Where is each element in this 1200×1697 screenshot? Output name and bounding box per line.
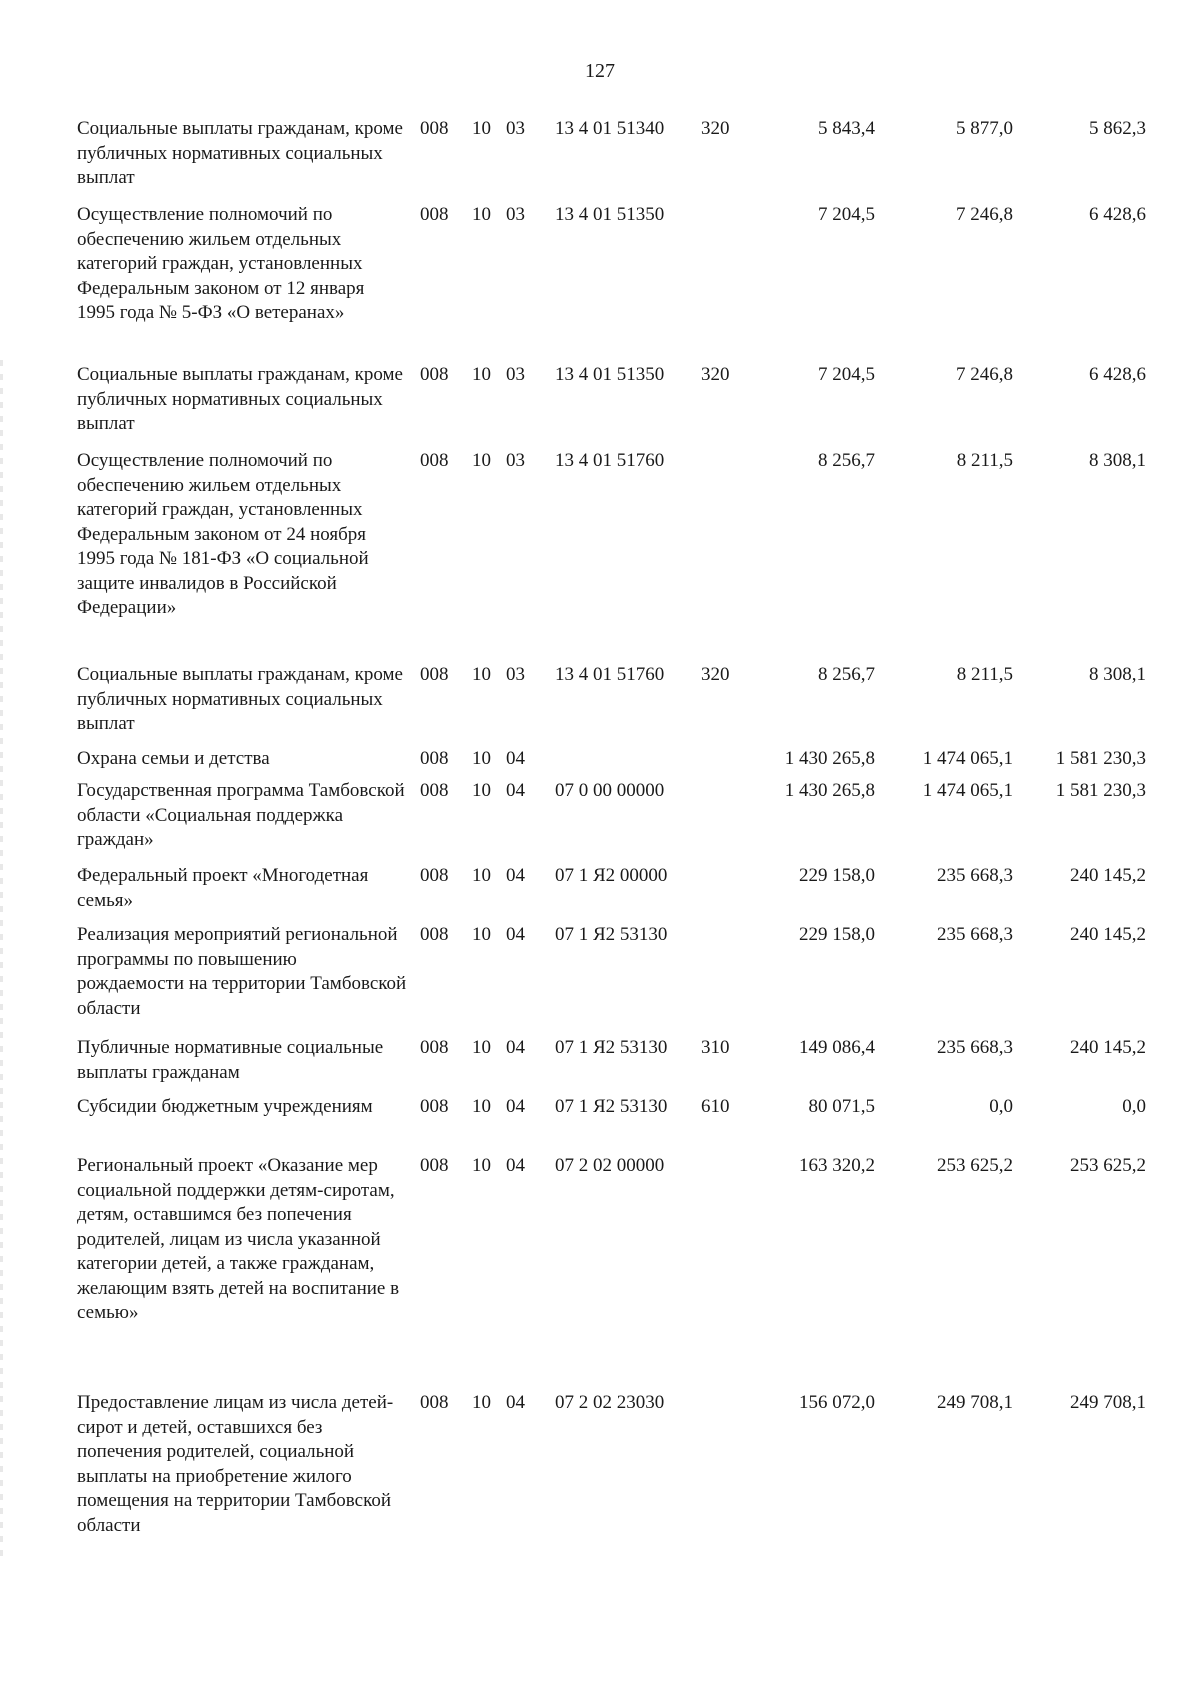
row-value-1: 7 204,5 xyxy=(818,204,875,225)
row-code-vr: 320 xyxy=(701,364,730,385)
row-name: Предоставление лицам из числа детей-сирот и детей, оставшихся без попечения родителей, социальной выплаты на приобретение жилого помещения на территории Тамбовской области xyxy=(77,1392,394,1536)
row-code-pr: 03 xyxy=(506,450,525,471)
row-value-1: 1 430 265,8 xyxy=(784,780,875,801)
row-code-cs: 07 1 Я2 53130 xyxy=(555,924,668,945)
row-code-rz: 10 xyxy=(472,118,491,139)
row-value-2: 235 668,3 xyxy=(937,924,1013,945)
row-code-cs: 07 2 02 00000 xyxy=(555,1155,665,1176)
row-name: Осуществление полномочий по обеспечению жильем отдельных категорий граждан, установленных Федеральным законом от 12 января 1995 года № 5-ФЗ «О ветеранах» xyxy=(77,204,365,323)
row-value-2: 0,0 xyxy=(989,1096,1013,1117)
row-value-2: 1 474 065,1 xyxy=(922,780,1013,801)
row-code-cs: 13 4 01 51760 xyxy=(555,664,665,685)
row-value-1: 163 320,2 xyxy=(799,1155,875,1176)
row-code-rz: 10 xyxy=(472,1155,491,1176)
row-code-gr: 008 xyxy=(420,118,449,139)
row-value-2: 8 211,5 xyxy=(956,664,1013,685)
row-code-rz: 10 xyxy=(472,364,491,385)
row-code-gr: 008 xyxy=(420,1155,449,1176)
row-value-3: 8 308,1 xyxy=(1089,450,1146,471)
row-name: Охрана семьи и детства xyxy=(77,748,270,769)
row-code-gr: 008 xyxy=(420,204,449,225)
row-code-gr: 008 xyxy=(420,924,449,945)
row-code-gr: 008 xyxy=(420,450,449,471)
row-code-rz: 10 xyxy=(472,1096,491,1117)
row-value-3: 1 581 230,3 xyxy=(1055,780,1146,801)
row-value-3: 1 581 230,3 xyxy=(1055,748,1146,769)
row-value-2: 7 246,8 xyxy=(956,204,1013,225)
row-code-rz: 10 xyxy=(472,924,491,945)
row-code-cs: 07 1 Я2 00000 xyxy=(555,865,668,886)
row-code-rz: 10 xyxy=(472,865,491,886)
row-value-2: 253 625,2 xyxy=(937,1155,1013,1176)
row-code-rz: 10 xyxy=(472,780,491,801)
row-value-3: 6 428,6 xyxy=(1089,364,1146,385)
row-value-3: 253 625,2 xyxy=(1070,1155,1146,1176)
row-name: Социальные выплаты гражданам, кроме публичных нормативных социальных выплат xyxy=(77,364,403,434)
row-name: Реализация мероприятий региональной программы по повышению рождаемости на территории Тамбовской области xyxy=(77,924,407,1019)
row-value-1: 149 086,4 xyxy=(799,1037,875,1058)
row-code-pr: 04 xyxy=(506,1096,525,1117)
row-value-1: 8 256,7 xyxy=(818,450,875,471)
row-value-1: 229 158,0 xyxy=(799,924,875,945)
row-value-1: 5 843,4 xyxy=(818,118,875,139)
row-value-1: 1 430 265,8 xyxy=(784,748,875,769)
row-value-3: 240 145,2 xyxy=(1070,865,1146,886)
row-code-rz: 10 xyxy=(472,748,491,769)
row-code-pr: 03 xyxy=(506,118,525,139)
row-code-pr: 04 xyxy=(506,1155,525,1176)
row-code-cs: 07 1 Я2 53130 xyxy=(555,1096,668,1117)
row-code-rz: 10 xyxy=(472,1392,491,1413)
row-value-3: 0,0 xyxy=(1122,1096,1146,1117)
row-code-gr: 008 xyxy=(420,1392,449,1413)
row-value-2: 1 474 065,1 xyxy=(922,748,1013,769)
row-code-gr: 008 xyxy=(420,1037,449,1058)
scan-edge-marks xyxy=(0,360,3,1560)
row-code-gr: 008 xyxy=(420,664,449,685)
row-value-2: 235 668,3 xyxy=(937,865,1013,886)
row-code-rz: 10 xyxy=(472,664,491,685)
row-name: Осуществление полномочий по обеспечению жильем отдельных категорий граждан, установленных Федеральным законом от 24 ноября 1995 года № 181-ФЗ «О социальной защите инвалидов в Российской Федерации» xyxy=(77,450,369,618)
row-code-pr: 04 xyxy=(506,1037,525,1058)
row-code-vr: 610 xyxy=(701,1096,730,1117)
row-code-pr: 04 xyxy=(506,748,525,769)
row-code-pr: 04 xyxy=(506,1392,525,1413)
row-code-gr: 008 xyxy=(420,1096,449,1117)
row-name: Государственная программа Тамбовской области «Социальная поддержка граждан» xyxy=(77,780,405,850)
row-code-cs: 07 1 Я2 53130 xyxy=(555,1037,668,1058)
row-value-3: 8 308,1 xyxy=(1089,664,1146,685)
row-code-cs: 13 4 01 51340 xyxy=(555,118,665,139)
row-code-vr: 320 xyxy=(701,118,730,139)
row-value-2: 7 246,8 xyxy=(956,364,1013,385)
row-value-2: 5 877,0 xyxy=(956,118,1013,139)
row-code-cs: 07 0 00 00000 xyxy=(555,780,665,801)
row-code-cs: 07 2 02 23030 xyxy=(555,1392,665,1413)
row-value-2: 8 211,5 xyxy=(956,450,1013,471)
row-code-pr: 04 xyxy=(506,780,525,801)
row-name: Публичные нормативные социальные выплаты гражданам xyxy=(77,1037,384,1083)
row-code-pr: 04 xyxy=(506,865,525,886)
row-value-3: 240 145,2 xyxy=(1070,1037,1146,1058)
row-code-gr: 008 xyxy=(420,748,449,769)
row-name: Региональный проект «Оказание мер социальной поддержки детям-сиротам, детям, оставшимся без попечения родителей, лицам из числа указанной категории детей, а также гражданам, желающим взять детей на воспитание в семью» xyxy=(77,1155,400,1323)
row-value-1: 156 072,0 xyxy=(799,1392,875,1413)
row-value-1: 7 204,5 xyxy=(818,364,875,385)
row-value-1: 229 158,0 xyxy=(799,865,875,886)
row-code-vr: 320 xyxy=(701,664,730,685)
row-code-cs: 13 4 01 51350 xyxy=(555,204,665,225)
page-number: 127 xyxy=(585,60,615,82)
row-code-pr: 04 xyxy=(506,924,525,945)
row-code-gr: 008 xyxy=(420,364,449,385)
row-code-gr: 008 xyxy=(420,780,449,801)
row-code-cs: 13 4 01 51350 xyxy=(555,364,665,385)
row-name: Субсидии бюджетным учреждениям xyxy=(77,1096,373,1117)
row-code-pr: 03 xyxy=(506,664,525,685)
row-code-gr: 008 xyxy=(420,865,449,886)
row-value-3: 240 145,2 xyxy=(1070,924,1146,945)
row-value-3: 5 862,3 xyxy=(1089,118,1146,139)
row-code-pr: 03 xyxy=(506,364,525,385)
row-value-2: 235 668,3 xyxy=(937,1037,1013,1058)
row-value-1: 80 071,5 xyxy=(808,1096,875,1117)
row-code-vr: 310 xyxy=(701,1037,730,1058)
row-code-rz: 10 xyxy=(472,204,491,225)
row-value-3: 249 708,1 xyxy=(1070,1392,1146,1413)
row-name: Социальные выплаты гражданам, кроме публичных нормативных социальных выплат xyxy=(77,118,403,188)
row-code-rz: 10 xyxy=(472,1037,491,1058)
row-value-2: 249 708,1 xyxy=(937,1392,1013,1413)
row-code-rz: 10 xyxy=(472,450,491,471)
row-name: Социальные выплаты гражданам, кроме публичных нормативных социальных выплат xyxy=(77,664,403,734)
row-code-cs: 13 4 01 51760 xyxy=(555,450,665,471)
row-value-1: 8 256,7 xyxy=(818,664,875,685)
row-name: Федеральный проект «Многодетная семья» xyxy=(77,865,369,911)
row-value-3: 6 428,6 xyxy=(1089,204,1146,225)
row-code-pr: 03 xyxy=(506,204,525,225)
